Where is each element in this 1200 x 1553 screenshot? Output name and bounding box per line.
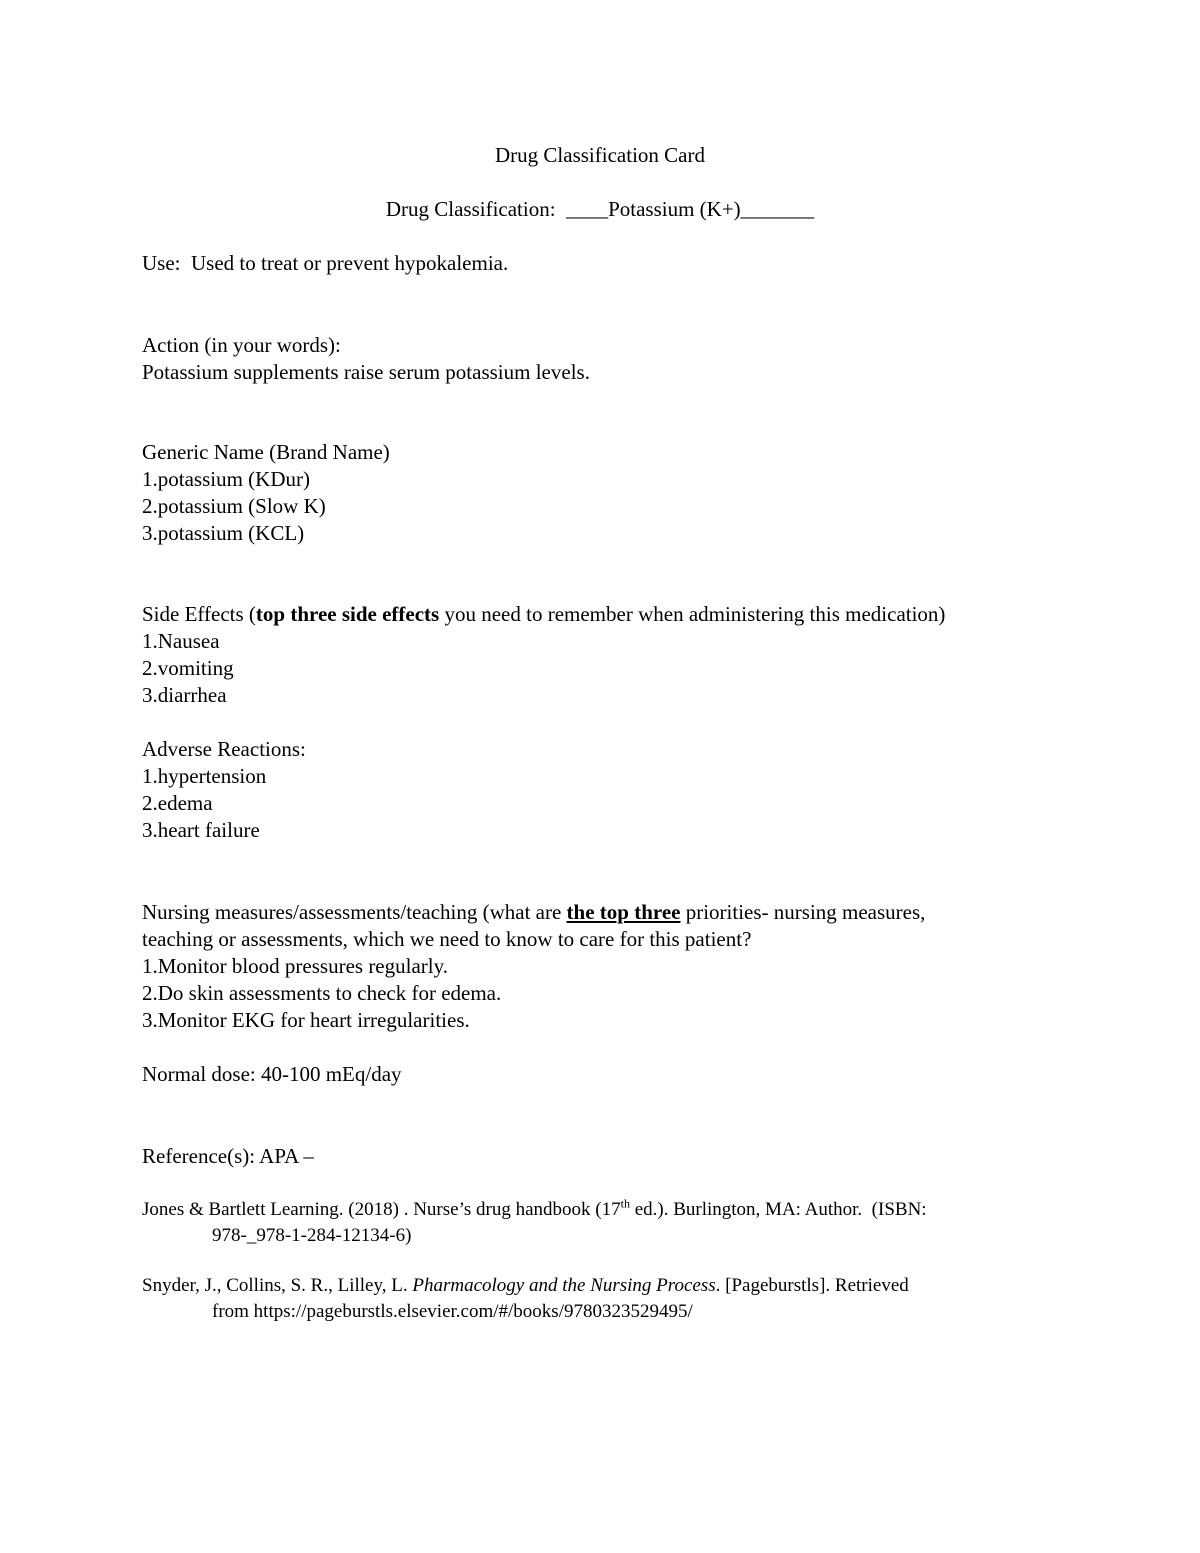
nursing-heading-pre: Nursing measures/assessments/teaching (what are: [142, 900, 567, 924]
drug-classification-line: [0, 196, 1200, 223]
side-effects-heading-bold: top three side effects: [255, 602, 440, 626]
reference-1-post: ed.). Burlington, MA: Author. (ISBN:: [629, 1199, 927, 1220]
adverse-heading: Adverse Reactions:: [142, 737, 306, 761]
side-effect-item: 2.vomiting: [142, 656, 234, 680]
side-effect-item: 1.Nausea: [142, 629, 220, 653]
nursing-item: 3.Monitor EKG for heart irregularities.: [142, 1008, 470, 1032]
side-effects-heading: [142, 601, 945, 628]
classification-label: Drug Classification:: [385, 197, 556, 221]
nursing-item: 1.Monitor blood pressures regularly.: [142, 954, 448, 978]
reference-1-line-2: 978-_978-1-284-12134-6): [212, 1225, 412, 1246]
page-title: Drug Classification Card: [495, 143, 705, 167]
generic-item: 3.potassium (KCL): [142, 521, 305, 545]
references-heading: Reference(s): APA –: [142, 1144, 314, 1168]
normal-dose: Normal dose: 40-100 mEq/day: [142, 1062, 402, 1086]
adverse-item: 1.hypertension: [142, 764, 267, 788]
nursing-heading-line-1: [142, 899, 925, 926]
generic-item: 1.potassium (KDur): [142, 467, 310, 491]
adverse-item: 2.edema: [142, 791, 213, 815]
reference-1-line-1: [142, 1196, 927, 1223]
nursing-heading-post: priorities- nursing measures,: [680, 900, 926, 924]
reference-2-pre: Snyder, J., Collins, S. R., Lilley, L.: [142, 1275, 413, 1296]
reference-2-book-title: Pharmacology and the Nursing Process: [412, 1275, 716, 1296]
side-effects-heading-post: you need to remember when administering this medication): [439, 602, 946, 626]
classification-value: Potassium (K+): [608, 197, 741, 221]
classification-blank-before: ____: [566, 197, 609, 221]
use-value: Used to treat or prevent hypokalemia.: [191, 251, 509, 275]
reference-1-pre: Jones & Bartlett Learning. (2018) . Nurse’s drug handbook (17: [142, 1199, 621, 1220]
generic-heading: Generic Name (Brand Name): [142, 440, 390, 464]
classification-blank-after: _______: [740, 197, 815, 221]
side-effect-item: 3.diarrhea: [142, 683, 227, 707]
adverse-item: 3.heart failure: [142, 818, 260, 842]
nursing-heading-bold: the top three: [566, 900, 681, 924]
reference-2-line-1: [142, 1272, 909, 1299]
action-heading: Action (in your words):: [142, 333, 341, 357]
use-line: [142, 250, 508, 277]
reference-1-superscript: th: [620, 1196, 630, 1211]
generic-item: 2.potassium (Slow K): [142, 494, 326, 518]
side-effects-heading-pre: Side Effects (: [142, 602, 256, 626]
action-text: Potassium supplements raise serum potassium levels.: [142, 360, 590, 384]
nursing-heading-line-2: teaching or assessments, which we need to know to care for this patient?: [142, 927, 752, 951]
nursing-item: 2.Do skin assessments to check for edema.: [142, 981, 502, 1005]
reference-2-line-2: from https://pageburstls.elsevier.com/#/books/9780323529495/: [212, 1301, 693, 1322]
use-label: Use:: [142, 251, 181, 275]
reference-2-post: . [Pageburstls]. Retrieved: [715, 1275, 909, 1296]
